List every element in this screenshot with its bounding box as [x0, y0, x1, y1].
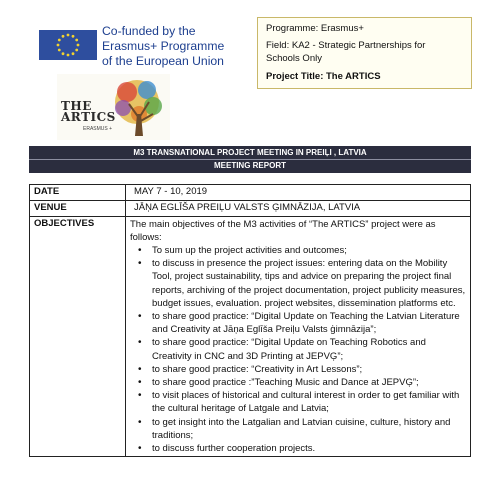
objectives-cell: [126, 217, 471, 457]
meeting-details-table: [29, 184, 471, 457]
date-value: MAY 7 - 10, 2019: [126, 185, 471, 201]
artics-logo-sub: ERASMUS +: [83, 126, 113, 132]
field-line-1: Field: KA2 - Strategic Partnerships for: [266, 40, 426, 51]
venue-label: VENUE: [30, 201, 126, 217]
eu-stars-icon: [39, 30, 97, 60]
eu-text-line-1: Co-funded by the: [102, 24, 196, 38]
list-item: • to share good practice :”Teaching Music and Dance at JEPVĢ”;: [152, 376, 467, 389]
eu-text-line-3: of the European Union: [102, 54, 224, 68]
venue-value: JĀŅA EGLĪŠA PREIĻU VALSTS ĢIMNĀZIJA, LATVIA: [126, 201, 471, 217]
project-title: Project Title: The ARTICS: [266, 71, 381, 82]
eu-flag-logo: [39, 30, 97, 60]
list-item: • to share good practice: “Creativity in Art Lessons”;: [152, 363, 467, 376]
list-item: • to visit places of historical and cultural interest in order to get familiar with the cultural heritage of Latgale and Latvia;: [152, 389, 467, 415]
objectives-intro: The main objectives of the M3 activities of “The ARTICS” project were as follows:: [130, 219, 436, 243]
list-item: • to get insight into the Latgalian and Latvian cuisine, culture, history and traditions;: [152, 416, 467, 442]
meeting-title: M3 TRANSNATIONAL PROJECT MEETING IN PREIĻI , LATVIA: [133, 148, 367, 157]
meeting-report-label: MEETING REPORT: [213, 161, 286, 170]
list-item: • to share good practice: “Digital Update on Teaching the Latvian Literature and Creativity at Jāņa Eglīša Preiļu Valsts ģimnāzija”;: [152, 310, 467, 336]
list-item: • to share good practice: “Digital Update on Teaching Robotics and Creativity in CNC and 3D Printing at JEPVĢ”;: [152, 336, 467, 362]
list-item: • To sum up the project activities and outcomes;: [152, 244, 467, 257]
artics-logo: [57, 74, 170, 140]
date-label: DATE: [30, 185, 126, 201]
table-row-venue: [30, 201, 471, 217]
list-item: • to discuss further cooperation projects.: [152, 442, 467, 455]
programme-info-box: [257, 17, 472, 89]
eu-text-line-2: Erasmus+ Programme: [102, 39, 225, 53]
artics-logo-word: THE ARTICS: [61, 99, 116, 124]
table-row-objectives: [30, 217, 471, 457]
eu-cofunded-text: [102, 24, 262, 69]
programme-line: Programme: Erasmus+: [266, 23, 364, 34]
meeting-bar-divider: [29, 159, 471, 160]
field-line-2: Schools Only: [266, 53, 322, 64]
list-item: • to discuss in presence the project issues: entering data on the Mobility Tool, project sustainability, tips and advice on preparing the project final reports, archiving of the project documentation, project publicity measures, budget issues, evaluation. project websites, dissemination platforms etc.: [152, 257, 467, 310]
objectives-list: [130, 244, 467, 455]
table-row-date: [30, 185, 471, 201]
objectives-label: OBJECTIVES: [30, 217, 126, 457]
meeting-title-bar: [29, 146, 471, 173]
